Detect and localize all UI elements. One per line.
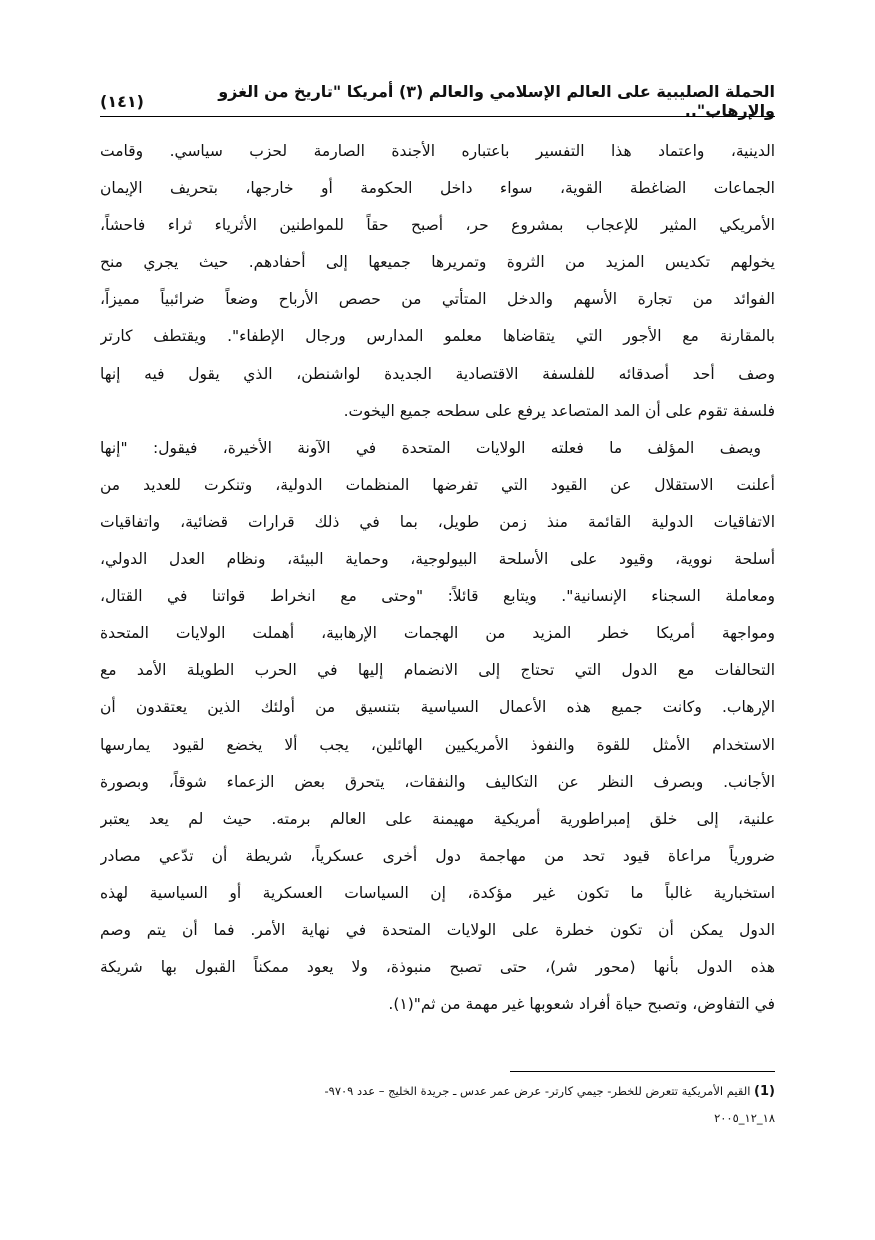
- text-line: التحالفات مع الدول التي تحتاج إلى الانضمام إليها في الحرب الطويلة الأمد مع: [100, 661, 775, 680]
- text-line: في التفاوض، وتصبح حياة أفراد شعوبها غير مهمة من ثم"(١).: [388, 995, 775, 1014]
- running-header: [100, 82, 775, 120]
- text-line: وصف أحد أصدقائه للفلسفة الاقتصادية الجديدة لواشنطن، الذي يقول فيه إنها: [100, 364, 775, 383]
- footnote-rule: [510, 1071, 775, 1072]
- text-line: يخولهم تكديس المزيد من الثروة وتمريرها جميعها إلى أحفادهم. حيث يجري منح: [100, 253, 775, 272]
- text-line: استخبارية غالباً ما تكون غير مؤكدة، إن السياسات العسكرية أو السياسية لهذه: [100, 883, 775, 902]
- body-text: [100, 133, 775, 1023]
- text-line: ضرورياً مراعاة قيود تحد من مهاجمة دول أخرى عسكرياً، شريطة أن تدّعي مصادر: [100, 846, 775, 865]
- text-line: علنية، إلى خلق إمبراطورية أمريكية مهيمنة على العالم برمته. حيث لم يعد يعتبر: [100, 809, 775, 828]
- footnote-date: ١٨_١٢_٢٠٠٥: [714, 1111, 775, 1125]
- text-line: بالمقارنة مع الأجور التي يتقاضاها معلمو المدارس ورجال الإطفاء". ويقتطف كارتر: [100, 327, 775, 346]
- footnote-text: القيم الأمريكية تتعرض للخطر- جيمي كارتر- عرض عمر عدس ـ جريدة الخليج – عدد ٩٧٠٩-: [324, 1084, 751, 1098]
- header-title: الحملة الصليبية على العالم الإسلامي والعالم (٣) أمريكا "تاريخ من الغزو والإرهاب"..: [218, 82, 775, 120]
- text-line: ويصف المؤلف ما فعلته الولايات المتحدة في الآونة الأخيرة، فيقول: "إنها: [100, 438, 761, 457]
- text-line: أعلنت الاستقلال عن القيود التي تفرضها المنظمات الدولية، وتنكرت للعديد من: [100, 475, 775, 494]
- text-line: الإرهاب. وكانت جميع هذه الأعمال السياسية بتنسيق من أولئك الذين يعتقدون أن: [100, 698, 775, 717]
- text-line: الدول يمكن أن تكون خطرة على الولايات المتحدة في نهاية الأمر. فما أن يتم وصم: [100, 920, 775, 939]
- footnote: [100, 1078, 775, 1131]
- footnote-marker: (1): [754, 1084, 775, 1099]
- text-line: الدينية، واعتماد هذا التفسير باعتباره الأجندة الصارمة لحزب سياسي. وقامت: [100, 142, 775, 160]
- header-rule: [100, 116, 775, 117]
- text-line: فلسفة تقوم على أن المد المتصاعد يرفع على سطحه جميع اليخوت.: [343, 401, 775, 420]
- text-line: الأجانب. وبصرف النظر عن التكاليف والنفقات، يتحرق بعض الزعماء شوقاً، وبصورة: [100, 772, 775, 791]
- page-number: (١٤١): [100, 91, 144, 111]
- text-line: ومواجهة أمريكا خطر المزيد من الهجمات الإرهابية، أهملت الولايات المتحدة: [100, 624, 775, 643]
- text-line: الجماعات الضاغطة القوية، سواء داخل الحكومة أو خارجها، بتحريف الإيمان: [100, 179, 775, 198]
- text-line: الاستخدام الأمثل للقوة والنفوذ الأمريكيين الهائلين، يجب ألا يخضع لقيود يمارسها: [100, 735, 775, 754]
- text-line: أسلحة نووية، وقيود على الأسلحة البيولوجية، وحماية البيئة، ونظام العدل الدولي،: [100, 550, 775, 569]
- text-line: ومعاملة السجناء الإنسانية". ويتابع قائلاً: "وحتى مع انخراط قواتنا في القتال،: [100, 587, 775, 606]
- text-line: هذه الدول بأنها (محور شر)، حتى تصبح منبوذة، ولا يعود ممكناً القبول بها شريكة: [100, 958, 775, 977]
- text-line: الأمريكي المثير للإعجاب بمشروع حر، أصبح حقاً للمواطنين الأثرياء ثراء فاحشاً،: [100, 216, 775, 235]
- text-line: الاتفاقيات الدولية القائمة منذ زمن طويل، بما في ذلك قرارات قضائية، واتفاقيات: [100, 512, 775, 531]
- text-line: الفوائد من تجارة الأسهم والدخل المتأتي من حصص الأرباح وضعاً ضرائبياً مميزاً،: [100, 290, 775, 309]
